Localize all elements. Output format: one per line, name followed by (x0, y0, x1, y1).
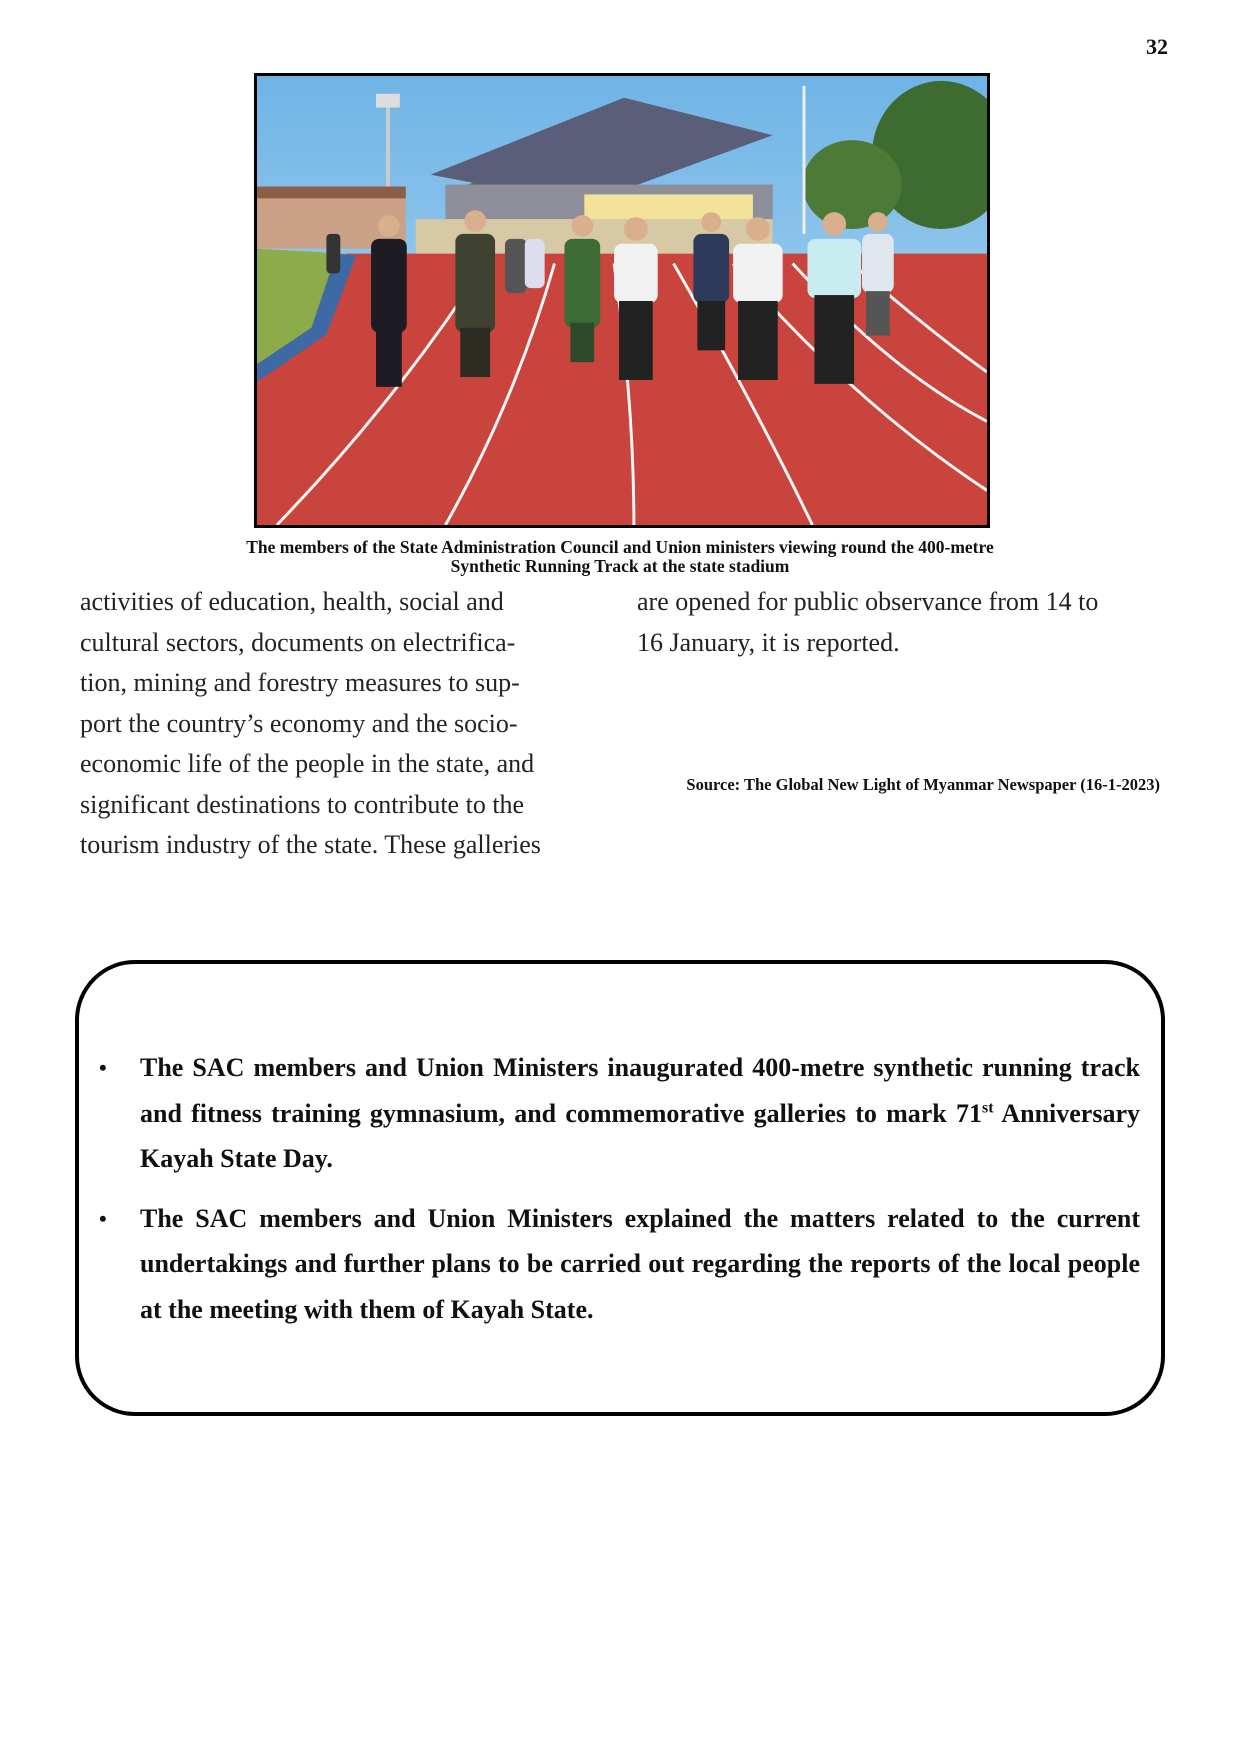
source-citation: Source: The Global New Light of Myanmar Newspaper (16-1-2023) (686, 775, 1160, 794)
summary-item (95, 1196, 1140, 1333)
summary-item-text: The SAC members and Union Ministers inaugurated 400-metre synthetic running track and fitness training gymnasium, and commemorative galleries to mark 71 (140, 1053, 1140, 1128)
page-number: 32 (1146, 34, 1168, 59)
bullet-icon: • (99, 1055, 107, 1080)
body-right-column (637, 582, 1152, 663)
body-line: tion, mining and forestry measures to sup- (80, 668, 520, 697)
body-line: significant destinations to contribute to the (80, 789, 525, 819)
summary-list (95, 1045, 1140, 1346)
photo-caption (130, 538, 1110, 576)
summary-item-text: The SAC members and Union Ministers explained the matters related to the current undertakings and further plans to be carried out regarding the reports of the local people at the meeting with them of Kayah State. (140, 1203, 1140, 1324)
body-line: activities of education, health, social and (80, 587, 504, 616)
body-left-column (80, 582, 597, 866)
caption-line-1: The members of the State Administration Council and Union ministers viewing round the 400-metre (246, 537, 994, 557)
summary-item (95, 1045, 1140, 1182)
body-line: economic life of the people in the state, and (80, 749, 535, 778)
body-line: tourism industry of the state. These galleries (80, 830, 541, 859)
stadium-photo-icon (257, 76, 987, 525)
body-line: are opened for public observance from 14 to (637, 587, 1099, 616)
body-line: 16 January, it is reported. (637, 627, 900, 657)
summary-item-text-end: Anniversary Kayah State Day. (140, 1098, 1140, 1173)
caption-line-2: Synthetic Running Track at the state stadium (450, 556, 790, 576)
body-line: cultural sectors, documents on electrifica- (80, 627, 516, 657)
floodlight-icon (376, 94, 400, 108)
body-line: port the country’s economy and the socio- (80, 708, 518, 738)
stadium-photo (254, 73, 990, 528)
bullet-icon: • (99, 1205, 107, 1231)
ordinal-suffix: st (981, 1098, 994, 1116)
